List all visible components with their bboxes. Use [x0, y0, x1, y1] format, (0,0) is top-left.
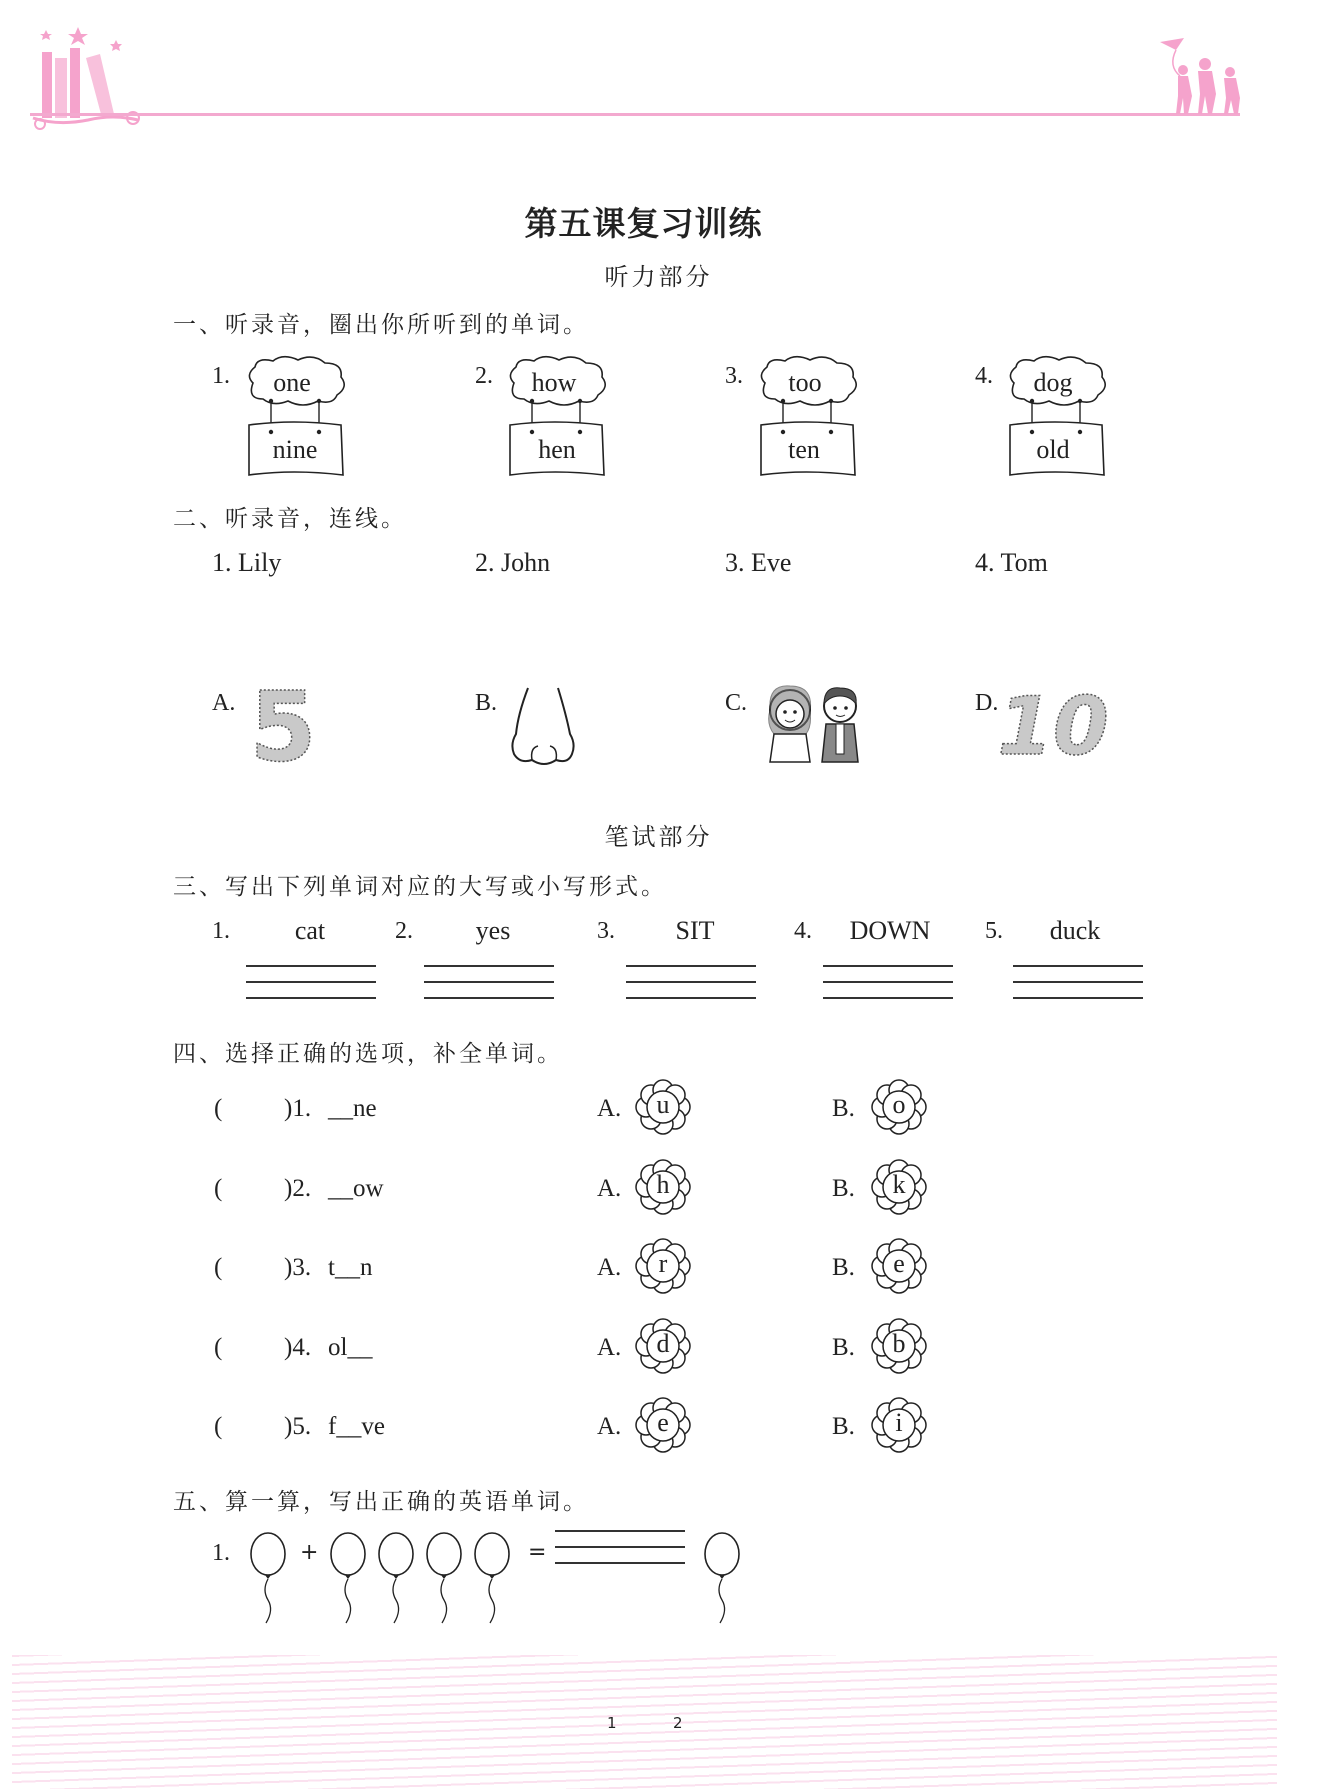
option-top-word[interactable]: too	[788, 368, 822, 397]
answer-paren[interactable]: (	[214, 1334, 223, 1361]
option-bottom-word[interactable]: nine	[272, 435, 318, 464]
item-number: 5.	[985, 918, 1003, 944]
answer-paren[interactable]: (	[214, 1095, 223, 1122]
balloon-icon	[472, 1530, 512, 1625]
item-number: 1.	[212, 918, 230, 944]
name-item[interactable]: 3. Eve	[725, 548, 792, 577]
item-number: 1.	[212, 363, 230, 389]
page-number-right: 2	[673, 1714, 683, 1732]
number-five-glyph: 5	[249, 671, 317, 783]
flower-letter: r	[658, 1249, 668, 1278]
flower-option[interactable]	[869, 1157, 929, 1217]
answer-paren[interactable]: (	[214, 1254, 223, 1281]
flower-letter: o	[892, 1090, 906, 1119]
section3-instruction: 三、写出下列单词对应的大写或小写形式。	[173, 874, 667, 900]
flower-option[interactable]	[869, 1236, 929, 1296]
flower-letter: b	[892, 1329, 906, 1358]
flower-option[interactable]	[633, 1077, 693, 1137]
writing-lines[interactable]	[823, 965, 953, 1013]
option-b-label: B.	[832, 1413, 855, 1440]
flower-option[interactable]	[633, 1236, 693, 1296]
flower-letter: h	[656, 1170, 670, 1199]
listening-section-header: 听力部分	[604, 263, 713, 291]
page-title: 第五课复习训练	[524, 204, 763, 243]
flower-letter: e	[893, 1249, 905, 1278]
answer-paren[interactable]: (	[214, 1413, 223, 1440]
name-item[interactable]: 2. John	[475, 548, 551, 577]
flower-letter: i	[895, 1408, 903, 1437]
word-stem: __ne	[328, 1095, 377, 1122]
two-children-icon[interactable]	[760, 682, 872, 764]
question-number: )2.	[284, 1175, 312, 1202]
picture-label: D.	[975, 690, 999, 716]
option-b-label: B.	[832, 1254, 855, 1281]
number-ten-icon[interactable]	[997, 680, 1109, 773]
picture-label: C.	[725, 690, 748, 716]
option-a-label: A.	[597, 1413, 622, 1440]
flower-letter: d	[656, 1329, 670, 1358]
writing-lines[interactable]	[424, 965, 554, 1013]
option-b-label: B.	[832, 1175, 855, 1202]
flower-option[interactable]	[633, 1395, 693, 1455]
option-top-word[interactable]: one	[273, 368, 311, 397]
name-item[interactable]: 4. Tom	[975, 548, 1048, 577]
item-number: 4.	[975, 363, 993, 389]
number-five-icon[interactable]	[248, 671, 318, 783]
answer-writing-lines[interactable]	[555, 1530, 685, 1578]
item-number: 1.	[212, 1540, 230, 1566]
case-word: SIT	[675, 916, 715, 945]
flower-letter: k	[892, 1170, 906, 1199]
footer-band	[12, 1655, 1277, 1789]
name-item[interactable]: 1. Lily	[212, 548, 282, 577]
word-stem: ol__	[328, 1334, 373, 1361]
case-word: DOWN	[849, 916, 931, 945]
item-number: 2.	[395, 918, 413, 944]
flower-option[interactable]	[869, 1077, 929, 1137]
header-children-kite-icon	[1158, 36, 1248, 116]
case-word: cat	[294, 916, 326, 945]
section5-instruction: 五、算一算，写出正确的英语单词。	[173, 1489, 589, 1515]
option-bottom-word[interactable]: hen	[538, 435, 576, 464]
flower-letter: u	[656, 1090, 670, 1119]
page-number-left: 1	[607, 1714, 617, 1732]
case-word: yes	[475, 916, 511, 945]
section1-instruction: 一、听录音，圈出你所听到的单词。	[173, 312, 589, 338]
number-ten-glyph: 10	[997, 680, 1109, 773]
question-number: )3.	[284, 1254, 312, 1281]
writing-lines[interactable]	[626, 965, 756, 1013]
item-number: 2.	[475, 363, 493, 389]
option-b-label: B.	[832, 1095, 855, 1122]
question-number: )1.	[284, 1095, 312, 1122]
item-number: 4.	[794, 918, 812, 944]
question-number: )5.	[284, 1413, 312, 1440]
word-stem: t__n	[328, 1254, 373, 1281]
section2-instruction: 二、听录音，连线。	[173, 506, 407, 532]
answer-paren[interactable]: (	[214, 1175, 223, 1202]
flower-option[interactable]	[633, 1316, 693, 1376]
option-a-label: A.	[597, 1254, 622, 1281]
section4-instruction: 四、选择正确的选项，补全单词。	[173, 1041, 563, 1067]
picture-label: B.	[475, 690, 498, 716]
equals-sign: =	[528, 1540, 547, 1565]
flower-option[interactable]	[633, 1157, 693, 1217]
question-number: )4.	[284, 1334, 312, 1361]
header-line	[30, 113, 1240, 116]
option-a-label: A.	[597, 1095, 622, 1122]
balloon-icon	[248, 1530, 288, 1625]
option-a-label: A.	[597, 1175, 622, 1202]
balloon-icon	[328, 1530, 368, 1625]
option-b-label: B.	[832, 1334, 855, 1361]
option-top-word[interactable]: how	[531, 368, 577, 397]
item-number: 3.	[597, 918, 615, 944]
balloon-icon	[376, 1530, 416, 1625]
word-stem: __ow	[328, 1175, 384, 1202]
word-stem: f__ve	[328, 1413, 385, 1440]
option-top-word[interactable]: dog	[1033, 368, 1073, 397]
writing-lines[interactable]	[1013, 965, 1143, 1013]
balloon-icon	[424, 1530, 464, 1625]
case-word: duck	[1049, 916, 1101, 945]
option-bottom-word[interactable]: ten	[788, 435, 820, 464]
nose-icon[interactable]	[508, 684, 578, 766]
writing-lines[interactable]	[246, 965, 376, 1013]
flower-option[interactable]	[869, 1316, 929, 1376]
option-a-label: A.	[597, 1334, 622, 1361]
flower-letter: e	[657, 1408, 669, 1437]
plus-sign: +	[300, 1540, 319, 1565]
item-number: 3.	[725, 363, 743, 389]
balloon-icon	[702, 1530, 742, 1625]
flower-option[interactable]	[869, 1395, 929, 1455]
option-bottom-word[interactable]: old	[1036, 435, 1070, 464]
picture-label: A.	[212, 690, 236, 716]
writing-section-header: 笔试部分	[604, 823, 713, 851]
